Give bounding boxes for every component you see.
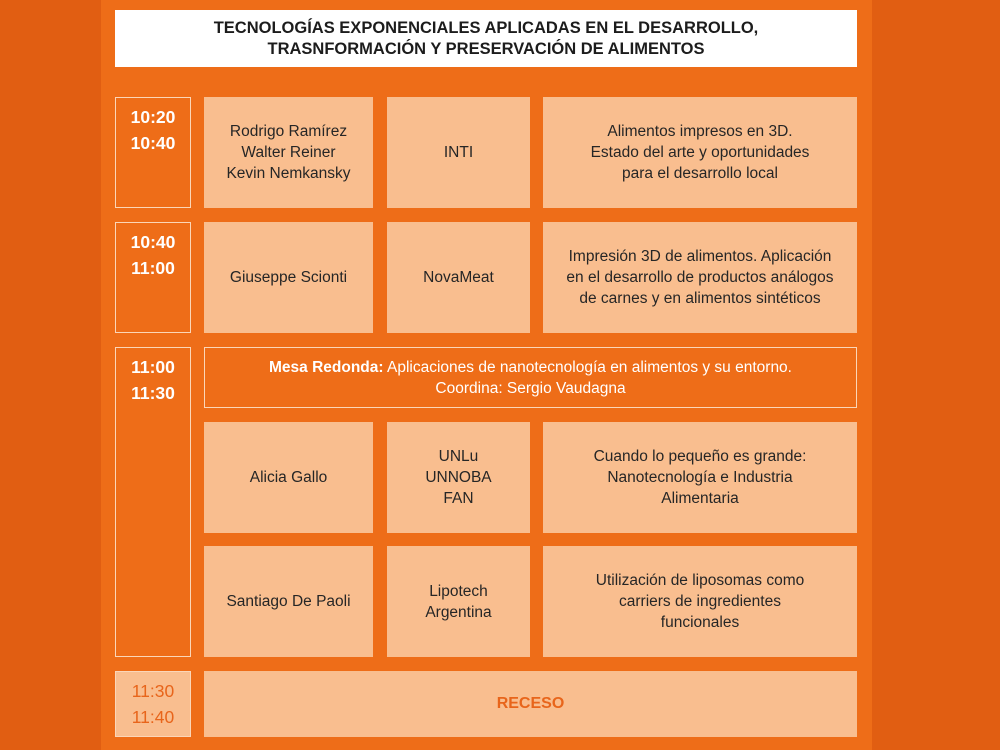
institution-cell bbox=[387, 97, 530, 208]
topic-line: Estado del arte y oportunidades bbox=[590, 144, 810, 161]
institution-name: Argentina bbox=[425, 603, 492, 621]
topic-line: Impresión 3D de alimentos. Aplicación bbox=[568, 248, 832, 265]
topic-cell bbox=[543, 97, 857, 208]
speaker-name: Giuseppe Scionti bbox=[229, 269, 348, 286]
topic-line: de carnes y en alimentos sintéticos bbox=[579, 290, 821, 307]
round-table-label: Mesa Redonda: bbox=[268, 358, 384, 376]
topic-cell bbox=[543, 546, 857, 657]
time-end: 11:30 bbox=[131, 383, 175, 403]
time-start: 10:20 bbox=[130, 107, 176, 127]
institution-name: NovaMeat bbox=[423, 269, 494, 286]
topic-line: Nanotecnología e Industria bbox=[607, 469, 793, 486]
break-cell bbox=[204, 671, 857, 737]
time-start: 10:40 bbox=[130, 232, 176, 252]
speaker-name: Walter Reiner bbox=[241, 144, 336, 161]
topic-line: Alimentaria bbox=[661, 490, 739, 507]
round-table-banner bbox=[204, 347, 857, 408]
topic-line: en el desarrollo de productos análogos bbox=[566, 269, 834, 286]
title-line-2: TRASNFORMACIÓN Y PRESERVACIÓN DE ALIMENTOS bbox=[267, 39, 705, 58]
speaker-cell bbox=[204, 222, 373, 333]
time-slot-2 bbox=[115, 222, 191, 333]
break-label: RECESO bbox=[496, 695, 565, 712]
speaker-name: Kevin Nemkansky bbox=[226, 165, 351, 182]
speaker-cell bbox=[204, 546, 373, 657]
topic-cell bbox=[543, 422, 857, 533]
institution-name: INTI bbox=[443, 144, 474, 161]
topic-line: Cuando lo pequeño es grande: bbox=[593, 448, 807, 465]
speaker-name: Santiago De Paoli bbox=[226, 593, 351, 610]
page-title bbox=[115, 10, 857, 67]
topic-line: para el desarrollo local bbox=[622, 165, 778, 182]
time-slot-3 bbox=[115, 347, 191, 657]
speaker-cell bbox=[204, 97, 373, 208]
institution-name: FAN bbox=[443, 490, 474, 507]
topic-line: carriers de ingredientes bbox=[619, 593, 781, 610]
round-table-coordinator: Coordina: Sergio Vaudagna bbox=[435, 379, 626, 397]
speaker-name: Rodrigo Ramírez bbox=[229, 123, 348, 140]
institution-cell bbox=[387, 422, 530, 533]
speaker-cell bbox=[204, 422, 373, 533]
institution-cell bbox=[387, 546, 530, 657]
topic-line: Alimentos impresos en 3D. bbox=[607, 123, 793, 140]
time-start: 11:30 bbox=[131, 681, 175, 701]
time-slot-4 bbox=[115, 671, 191, 737]
round-table-title: Aplicaciones de nanotecnología en alimentos y su entorno. bbox=[383, 358, 792, 376]
title-line-1: TECNOLOGÍAS EXPONENCIALES APLICADAS EN EL DESARROLLO, bbox=[213, 18, 759, 37]
topic-cell bbox=[543, 222, 857, 333]
topic-line: funcionales bbox=[660, 614, 740, 631]
time-end: 11:40 bbox=[131, 707, 175, 727]
institution-name: UNLu bbox=[438, 448, 479, 465]
time-end: 11:00 bbox=[131, 258, 175, 278]
institution-name: UNNOBA bbox=[425, 469, 492, 486]
topic-line: Utilización de liposomas como bbox=[595, 572, 805, 589]
institution-cell bbox=[387, 222, 530, 333]
speaker-name: Alicia Gallo bbox=[249, 469, 328, 486]
time-slot-1 bbox=[115, 97, 191, 208]
time-start: 11:00 bbox=[131, 357, 175, 377]
time-end: 10:40 bbox=[130, 133, 176, 153]
institution-name: Lipotech bbox=[429, 582, 488, 600]
